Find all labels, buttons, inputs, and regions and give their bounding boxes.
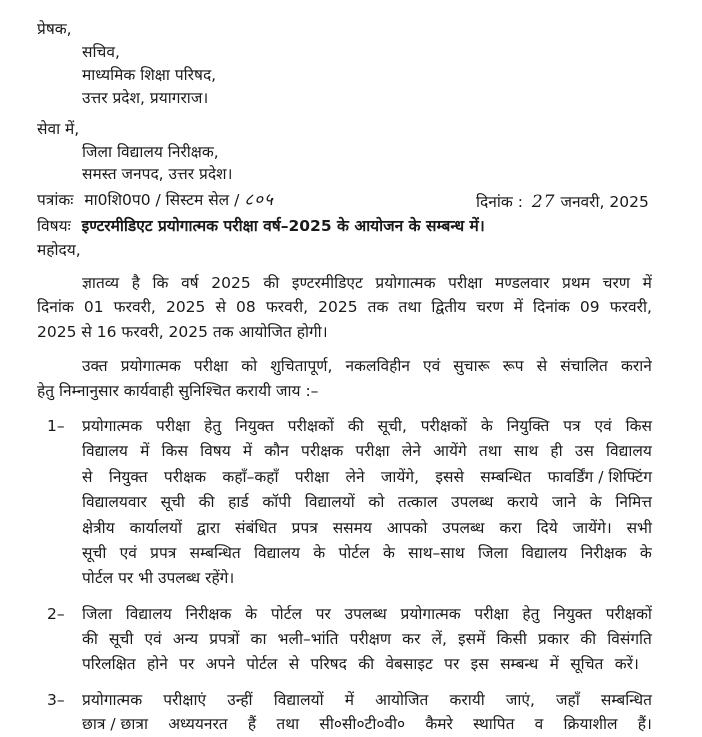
word: सी०सी०टी०वी० <box>319 715 406 733</box>
word: इसमें <box>458 630 486 648</box>
item-1-line <box>82 491 652 513</box>
word: सूचित <box>570 655 604 673</box>
word: विद्यालय <box>606 442 652 460</box>
word: करा <box>499 519 522 537</box>
word: सम्बन्धित <box>189 544 241 562</box>
word: प्रपत्र <box>291 519 318 537</box>
word: जाने <box>551 493 577 511</box>
word: एवं <box>119 544 137 562</box>
item-1-number: 1– <box>47 417 65 435</box>
word: प्रयोगात्मक <box>400 605 461 623</box>
para2-line2: हेतु निम्नानुसार कार्यवाही सुनिश्चित करायी जाय :– <box>37 382 319 400</box>
word: क्षेत्रीय <box>82 519 115 537</box>
word: तथा <box>478 442 502 460</box>
word: में <box>140 442 150 460</box>
word: में <box>242 442 253 460</box>
word: स्थापित <box>473 715 515 733</box>
item-1-line <box>82 415 652 437</box>
word: किस <box>161 442 188 460</box>
word: व <box>534 715 544 733</box>
word: प्रथम <box>562 274 591 292</box>
word: 01 <box>83 298 104 316</box>
word: से <box>536 357 548 375</box>
item-3-line <box>82 689 652 711</box>
word: उपलब्ध <box>344 605 387 623</box>
word: अपने <box>205 655 235 673</box>
word: में <box>344 691 355 709</box>
item-2-line <box>82 653 639 675</box>
word: इससे <box>435 468 464 486</box>
reference-number: ८०५ <box>244 190 274 210</box>
para1-line2 <box>37 296 652 318</box>
word: कर <box>402 630 421 648</box>
word: रूप <box>502 357 524 375</box>
word: चरण <box>476 298 504 316</box>
word: प्रकार <box>538 630 570 648</box>
word: एवं <box>594 417 612 435</box>
word: पर <box>179 655 195 673</box>
word: हैं। <box>637 715 652 733</box>
word: ही <box>550 442 563 460</box>
word: निमित्त <box>615 493 652 511</box>
word: पत्र <box>563 417 581 435</box>
word: विसंगति <box>607 630 652 648</box>
word: हैं <box>247 715 257 733</box>
subject-line <box>37 215 485 237</box>
date-day: 27 <box>531 192 556 212</box>
word: आयोजित <box>375 691 429 709</box>
word: होने <box>146 655 168 673</box>
word: नकलविहीन <box>345 357 410 375</box>
word: एवं <box>144 630 162 648</box>
word: ससमय <box>332 519 372 537</box>
word: कैमरे <box>425 715 453 733</box>
para1-line3: 2025 से 16 फरवरी, 2025 तक आयोजित होगी। <box>37 323 328 341</box>
word: वेबसाइट <box>385 655 433 673</box>
word: इण्टरमीडिएट <box>291 274 363 292</box>
word: को <box>241 357 258 375</box>
word: प्रयोगात्मक <box>82 417 143 435</box>
item-3-line <box>82 713 652 735</box>
word: परीक्षण <box>349 630 392 648</box>
word: से <box>288 655 300 673</box>
word: कि <box>152 274 169 292</box>
word: उस <box>574 442 594 460</box>
word: छात्र / छात्रा <box>82 715 148 733</box>
word: दिनांक <box>37 298 74 316</box>
word: है <box>131 274 140 292</box>
word: दिनांक <box>533 298 570 316</box>
sender-location: उत्तर प्रदेश, प्रयागराज। <box>82 89 209 107</box>
word: हेतु <box>204 417 222 435</box>
para2-line1 <box>82 355 652 377</box>
subject-text: इण्टरमीडिएट प्रयोगात्मक परीक्षा वर्ष–2025 के आयोजन के सम्बन्ध में। <box>81 217 485 235</box>
word: विषय <box>200 442 231 460</box>
word: जिला <box>478 544 509 562</box>
word: लेने <box>401 442 421 460</box>
word: पोर्टल <box>270 605 302 623</box>
word: लें, <box>431 630 447 648</box>
word: परीक्षा <box>474 605 509 623</box>
word: कौन <box>264 442 289 460</box>
word: प्रपत्रों <box>209 630 240 648</box>
word: कराये <box>507 493 539 511</box>
word: परीक्षकों <box>287 417 334 435</box>
word: में <box>549 655 559 673</box>
word: फावर्डिंग / शिफ्टिंग <box>547 468 652 486</box>
subject-label: विषयः <box>37 217 71 235</box>
word: विद्यालयों <box>273 691 324 709</box>
word: शुचितापूर्ण, <box>270 357 333 375</box>
word: नियुक्त <box>553 605 592 623</box>
word: एवं <box>423 357 441 375</box>
date-label: दिनांक : <box>476 193 523 211</box>
word: सूची <box>109 630 134 648</box>
item-2-line <box>82 603 652 625</box>
word: परीक्षा <box>448 274 483 292</box>
word: परीक्षकों <box>605 605 652 623</box>
word: 2025 <box>318 298 358 316</box>
word: अध्ययनरत <box>168 715 228 733</box>
word: नियुक्त <box>108 468 148 486</box>
word: की <box>358 655 375 673</box>
word: परीक्षक <box>301 442 344 460</box>
word: पोर्टल <box>338 544 370 562</box>
item-1-last-line: पोर्टल पर भी उपलब्ध रहेंगे। <box>82 569 235 587</box>
word: उन्हीं <box>227 691 253 709</box>
word: कार्यालयों <box>129 519 182 537</box>
word: तक <box>367 298 389 316</box>
word: परीक्षक <box>163 468 207 486</box>
word: मण्डलवार <box>495 274 550 292</box>
word: विद्यालय <box>254 544 300 562</box>
item-1-line <box>82 466 652 488</box>
word: परीक्षा <box>294 468 330 486</box>
word: के <box>639 544 652 562</box>
word: विद्यालय <box>82 442 128 460</box>
word: 08 <box>236 298 256 316</box>
word: 2025 <box>165 298 206 316</box>
item-2-line <box>82 628 652 650</box>
word: आयेंगे <box>433 442 467 460</box>
word: कराने <box>620 357 652 375</box>
word: वर्ष <box>181 274 199 292</box>
word: लेने <box>345 468 365 486</box>
word: जायेंगे। <box>572 519 612 537</box>
word: आपको <box>386 519 428 537</box>
reference-label: पत्रांकः <box>37 191 74 209</box>
word: के <box>480 417 493 435</box>
word: परीक्षा <box>193 357 229 375</box>
word: सुचारू <box>453 357 490 375</box>
item-2-number: 2– <box>47 605 65 623</box>
item-3-number: 3– <box>47 691 65 709</box>
word: सूची, <box>377 417 407 435</box>
word: जहाँ <box>556 691 580 709</box>
word: परिलक्षित <box>82 655 136 673</box>
word: उक्त <box>82 357 108 375</box>
date-month-year: जनवरी, 2025 <box>560 193 649 211</box>
item-1-line <box>82 440 652 462</box>
item-1-line <box>82 517 652 539</box>
word: किस <box>625 417 652 435</box>
word: विद्यालयवार <box>82 493 147 511</box>
word: फरवरी, <box>609 298 652 316</box>
recipient-designation: जिला विद्यालय निरीक्षक, <box>82 143 219 161</box>
word: 2025 <box>211 274 251 292</box>
word: को <box>368 493 385 511</box>
word: साथ–साथ <box>408 544 465 562</box>
word: सम्बन्धित <box>480 468 532 486</box>
word: साथ <box>513 442 539 460</box>
item-1-line <box>82 542 652 564</box>
word: निरीक्षक <box>580 544 627 562</box>
word: प्रयोगात्मक <box>120 357 181 375</box>
word: चरण <box>602 274 631 292</box>
recipient-label: सेवा में, <box>37 120 80 138</box>
word: प्रपत्र <box>150 544 177 562</box>
word: सूची <box>82 544 107 562</box>
word: उपलब्ध <box>442 519 485 537</box>
word: हार्ड <box>228 493 249 511</box>
word: अन्य <box>172 630 199 648</box>
para1-line1 <box>82 272 652 294</box>
word: करायी <box>449 691 485 709</box>
word: उपलब्ध <box>451 493 494 511</box>
word: जायेंगे, <box>380 468 420 486</box>
reference-text: मा0शि0प0 / सिस्टम सेल / <box>84 191 240 209</box>
word: सम्बन्ध <box>500 655 539 673</box>
sender-designation: सचिव, <box>82 43 120 61</box>
word: प्रयोगात्मक <box>375 274 436 292</box>
word: द्वारा <box>196 519 221 537</box>
word: के <box>245 605 258 623</box>
word: से <box>215 298 226 316</box>
word: से <box>82 468 93 486</box>
word: इस <box>470 655 489 673</box>
word: दिये <box>536 519 558 537</box>
word: क्रियाशील <box>563 715 618 733</box>
word: तथा <box>398 298 422 316</box>
word: तत्काल <box>398 493 438 511</box>
word: कॉपी <box>262 493 292 511</box>
word: सम्बन्धित <box>600 691 652 709</box>
word: सूची <box>160 493 185 511</box>
word: जाएं, <box>505 691 535 709</box>
word: के <box>382 544 395 562</box>
word: हेतु <box>522 605 540 623</box>
word: भली–भांति <box>277 630 339 648</box>
word: जिला <box>82 605 113 623</box>
word: संबंधित <box>235 519 277 537</box>
word: सभी <box>626 519 652 537</box>
date-line <box>476 191 649 213</box>
recipient-location: समस्त जनपद, उत्तर प्रदेश। <box>82 165 233 183</box>
word: परीक्षा <box>155 417 191 435</box>
word: फरवरी, <box>113 298 156 316</box>
word: पर <box>315 605 331 623</box>
word: संचालित <box>560 357 608 375</box>
word: विद्यालयों <box>304 493 355 511</box>
word: निरीक्षक <box>185 605 232 623</box>
word: परिषद <box>310 655 347 673</box>
word: फरवरी, <box>265 298 309 316</box>
word: की <box>198 493 215 511</box>
word: विद्यालय <box>521 544 568 562</box>
word: प्रयोगात्मक <box>82 691 143 709</box>
word: परीक्षा <box>355 442 390 460</box>
word: की <box>263 274 280 292</box>
word: करें। <box>614 655 639 673</box>
word: 09 <box>579 298 600 316</box>
reference-line <box>37 189 274 211</box>
word: पर <box>444 655 460 673</box>
word: ज्ञातव्य <box>82 274 120 292</box>
word: की <box>580 630 597 648</box>
word: विद्यालय <box>125 605 172 623</box>
sender-label: प्रेषक, <box>37 20 72 38</box>
word: के <box>589 493 602 511</box>
word: नियुक्त <box>235 417 274 435</box>
sender-office: माध्यमिक शिक्षा परिषद, <box>82 66 217 84</box>
word: पोर्टल <box>246 655 278 673</box>
salutation: महोदय, <box>37 241 81 259</box>
word: कहाँ–कहाँ <box>222 468 279 486</box>
word: किसी <box>496 630 527 648</box>
word: द्वितीय <box>431 298 467 316</box>
word: का <box>250 630 267 648</box>
word: की <box>347 417 364 435</box>
word: नियुक्ति <box>506 417 550 435</box>
word: के <box>313 544 326 562</box>
word: तथा <box>276 715 300 733</box>
word: में <box>513 298 523 316</box>
word: में <box>642 274 652 292</box>
word: परीक्षकों <box>420 417 467 435</box>
word: परीक्षाएं <box>163 691 207 709</box>
word: की <box>82 630 98 648</box>
